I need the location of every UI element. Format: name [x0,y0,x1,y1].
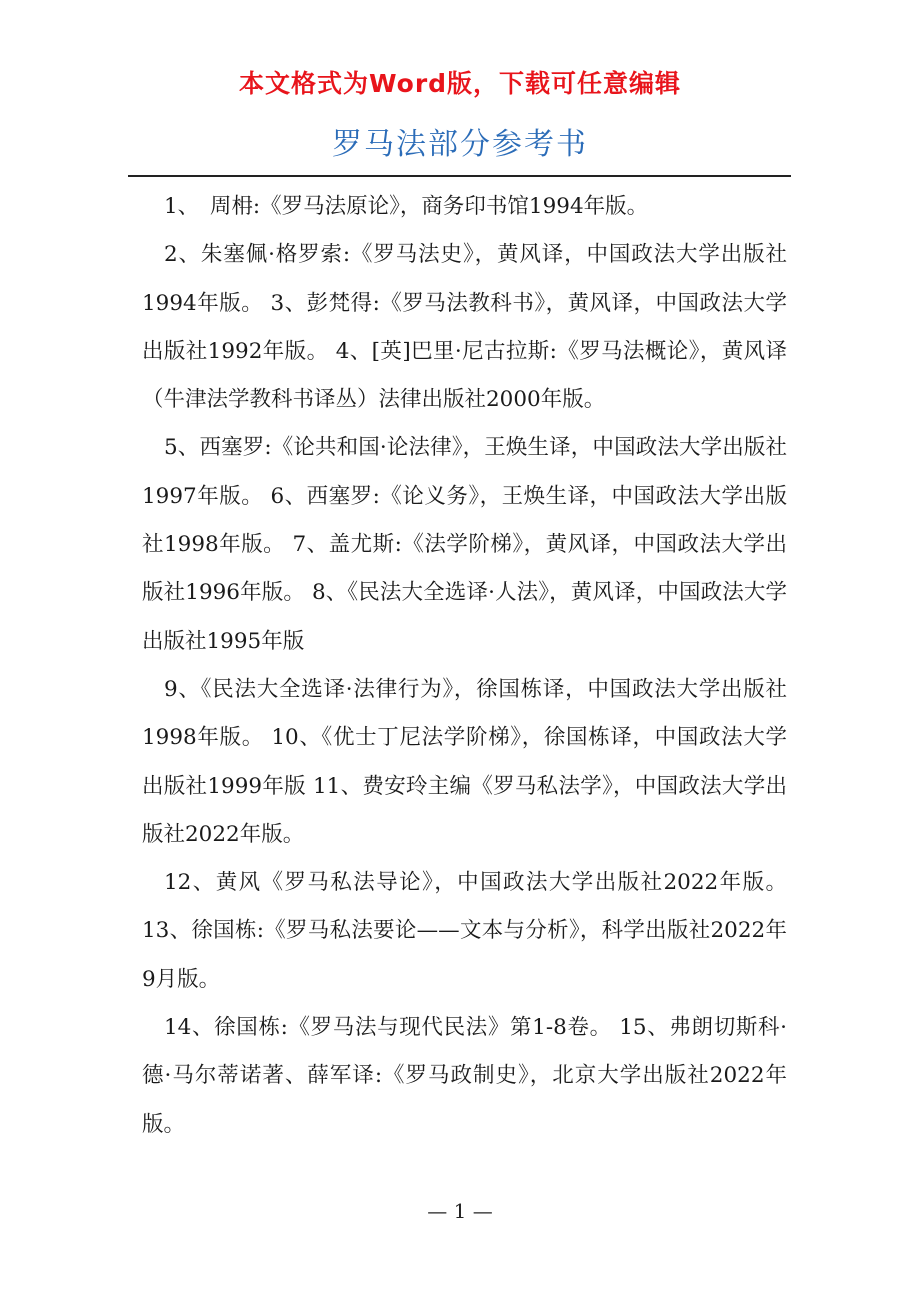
reference-paragraph: 1、 周枏:《罗马法原论》，商务印书馆1994年版。 [164,194,649,219]
reference-paragraph: 9、《民法大全选译·法律行为》，徐国栋译，中国政法大学出版社1998年版。 10、《优士丁尼法学阶梯》，徐国栋译，中国政法大学出版社1999年版 11、费安玲主编《罗马私法学》，中国政法大学出版社2022年版。 [142,676,787,847]
reference-list [142,183,787,1149]
reference-paragraph: 14、徐国栋:《罗马法与现代民法》第1-8卷。 15、弗朗切斯科·德·马尔蒂诺著、薛军译:《罗马政制史》，北京大学出版社2022年版。 [142,1015,787,1137]
format-notice-banner: 本文格式为Word版，下载可任意编辑 [238,69,682,98]
document-title: 罗马法部分参考书 [332,127,588,162]
page-number: — 1 — [427,1199,493,1223]
reference-paragraph: 12、黄风《罗马私法导论》，中国政法大学出版社2022年版。 13、徐国栋:《罗马私法要论——文本与分析》，科学出版社2022年9月版。 [142,870,787,992]
title-divider [128,175,791,177]
reference-paragraph: 5、西塞罗:《论共和国·论法律》，王焕生译，中国政法大学出版社1997年版。 6、西塞罗:《论义务》，王焕生译，中国政法大学出版社1998年版。 7、盖尤斯:《法学阶梯》，黄风译，中国政法大学出版社1996年版。 8、《民法大全选译·人法》，黄风译，中国政法大学出版社1995年版 [142,435,787,654]
reference-paragraph: 2、朱塞佩·格罗索:《罗马法史》，黄风译，中国政法大学出版社1994年版。 3、彭梵得:《罗马法教科书》，黄风译，中国政法大学出版社1992年版。 4、[英]巴里·尼古拉斯:《罗马法概论》，黄风译（牛津法学教科书译丛）法律出版社2000年版。 [142,242,787,413]
